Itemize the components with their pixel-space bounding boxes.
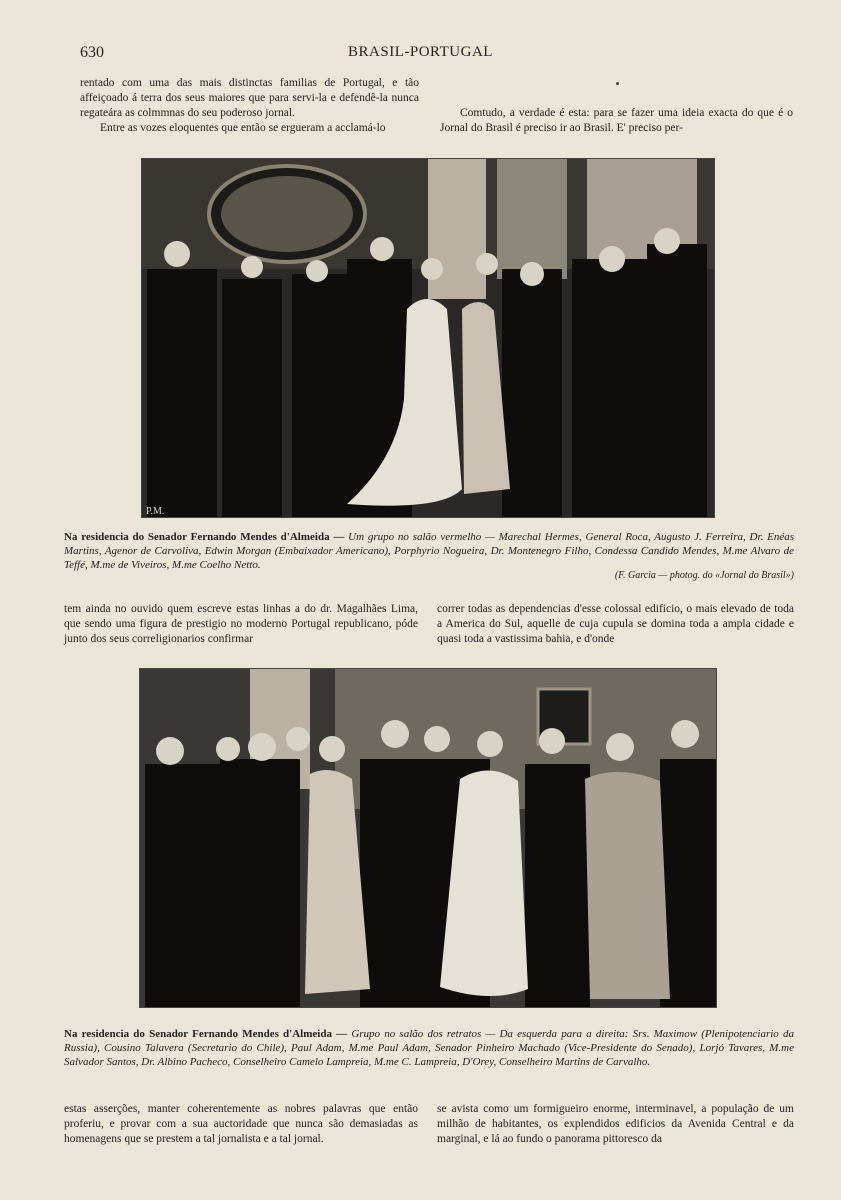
middle-right-column: correr todas as dependencias d'esse colossal edificio, o mais elevado de toda a America do Sul, aquelle de cuja cupula se domina toda a ampla cidade e quasi toda a vastissima bahia, e d'onde bbox=[437, 603, 794, 645]
top-left-column bbox=[80, 76, 419, 136]
page-number: 630 bbox=[80, 44, 104, 61]
photo-salao-dos-retratos-image bbox=[140, 669, 716, 1007]
top-left-paragraph-2: Entre as vozes eloquentes que então se ergueram a acclamá-lo bbox=[100, 122, 386, 134]
bottom-left-column: estas asserções, manter coherentemente as nobres palavras que então proferiu, e provar com a sua auctoridade que nunca são demasiadas as homenagens que se prestem a tal jornalista e a tal jornal. bbox=[64, 1103, 418, 1145]
photo1-caption bbox=[64, 530, 794, 572]
top-left-paragraph-1: rentado com uma das mais distinctas familias de Portugal, e tão affeiçoado á terra dos seus maiores que para servi-la e defendê-la nunca regateára as colmmnas do seu poderoso jornal. bbox=[80, 77, 419, 119]
photo-salao-vermelho bbox=[141, 158, 715, 518]
photo2-caption-lead: Na residencia do Senador Fernando Mendes d'Almeida — bbox=[64, 1028, 348, 1040]
middle-left-column: tem ainda no ouvido quem escreve estas linhas a do dr. Magalhães Lima, que sendo uma figura de prestigio no moderno Portugal republicano, póde junto dos seus correligionarios confirmar bbox=[64, 603, 418, 645]
photo2-caption-text: Grupo no salão dos retratos — Da esquerda para a direita: Srs. Maximow (Plenipotenciario da Russia), Cousino Talavera (Secretario do Chile), Paul Adam, M.me Paul Adam, Senador Pinheiro Machado (Vice-Presidente do Senado), Lorjó Tavares, M.me Salvador Santos, Dr. Albino Pacheco, Conselheiro Camelo Lampreia, M.me C. Lampreia, D'Orey, Conselheiro Martins de Carvalho. bbox=[64, 1028, 794, 1068]
photo2-caption bbox=[64, 1027, 794, 1069]
running-title: BRASIL-PORTUGAL bbox=[348, 44, 493, 60]
photo1-credit: (F. Garcia — photog. do «Jornal do Brasil») bbox=[614, 570, 794, 581]
bottom-right-column: se avista como um formigueiro enorme, interminavel, a população de um milhão de habitantes, os explendidos edificios da Avenida Central e da marginal, e lá ao fundo o panorama pittoresco da bbox=[437, 1103, 794, 1145]
top-right-column bbox=[440, 106, 793, 136]
photo1-caption-lead: Na residencia do Senador Fernando Mendes d'Almeida — bbox=[64, 531, 345, 543]
photo-signature: P.M. bbox=[146, 506, 165, 517]
photo1-caption-text: Um grupo no salão vermelho — Marechal Hermes, General Roca, Augusto J. Ferreira, Dr. Enéas Martins, Agenor de Carvoliva, Edwin Morgan (Embaixador Americano), Porphyrio Nogueira, Dr. Montenegro Filho, Condessa Candido Mendes, M.me Alvaro de Teffé, M.me de Viveiros, M.me Coelho Netto. bbox=[64, 531, 794, 571]
ornament-dot bbox=[616, 82, 619, 85]
photo-salao-vermelho-image bbox=[142, 159, 714, 517]
photo-salao-dos-retratos bbox=[139, 668, 717, 1008]
top-right-paragraph-1: Comtudo, a verdade é esta: para se fazer uma ideia exacta do que é o Jornal do Brasil é preciso ir ao Brasil. E' preciso per- bbox=[440, 107, 793, 134]
